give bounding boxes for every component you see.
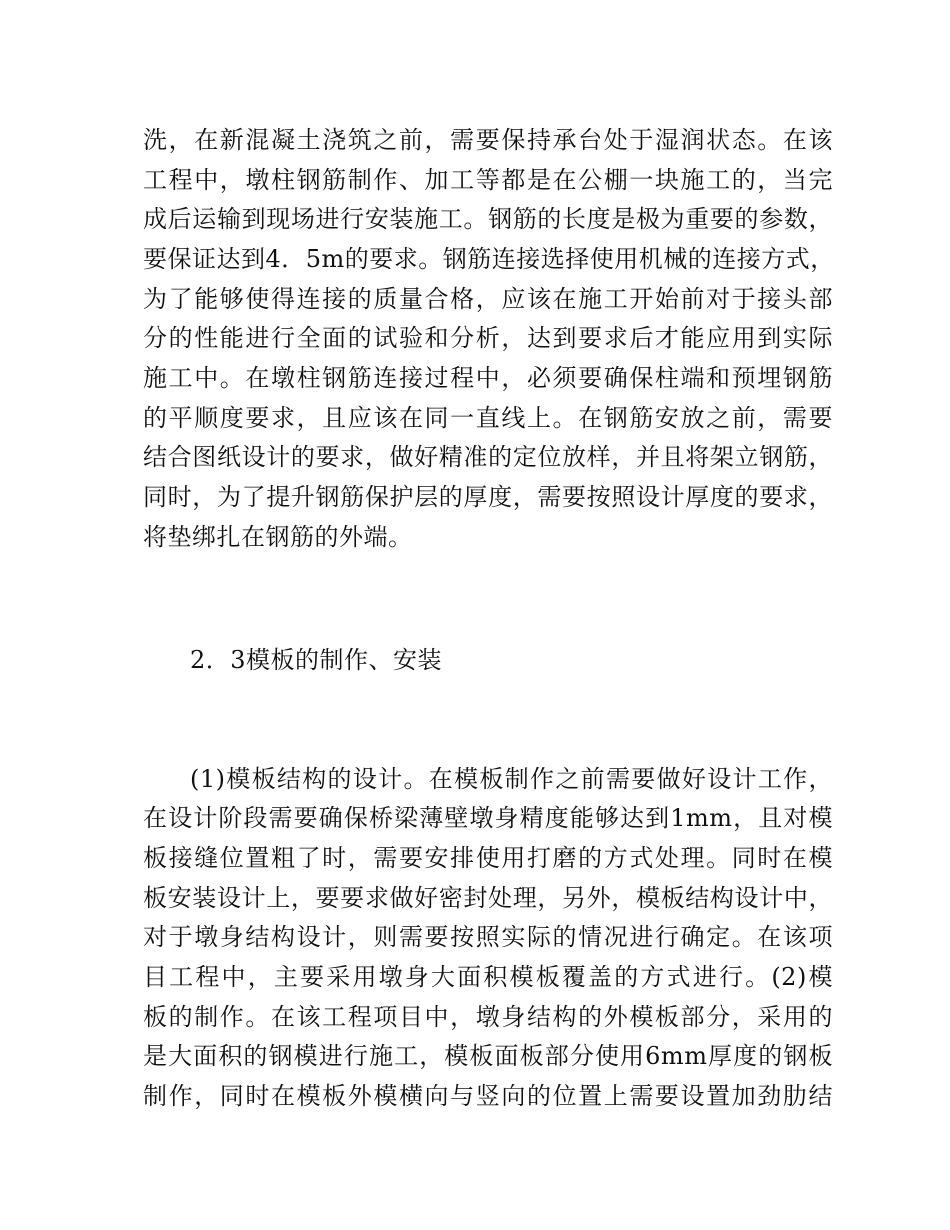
text-line: 成后运输到现场进行安装施工。钢筋的长度是极为重要的参数， [143,205,833,233]
section-heading: 2．3模板的制作、安装 [190,646,443,674]
text-line: 结合图纸设计的要求，做好精准的定位放样，并且将架立钢筋， [143,443,833,471]
text-line: 分的性能进行全面的试验和分析，达到要求后才能应用到实际 [143,324,833,352]
text-line: 洗，在新混凝土浇筑之前，需要保持承台处于湿润状态。在该 [143,126,833,154]
text-line: 同时，为了提升钢筋保护层的厚度，需要按照设计厚度的要求， [143,483,833,511]
text-line: 在设计阶段需要确保桥梁薄壁墩身精度能够达到1mm，且对模 [143,804,833,832]
text-line: 将垫绑扎在钢筋的外端。 [143,523,413,551]
text-line: 要保证达到4．5m的要求。钢筋连接选择使用机械的连接方式， [143,245,835,273]
text-line: 目工程中，主要采用墩身大面积模板覆盖的方式进行。(2)模 [143,963,833,991]
text-line: 板的制作。在该工程项目中，墩身结构的外模板部分，采用的 [143,1003,833,1031]
text-line: 施工中。在墩柱钢筋连接过程中，必须要确保柱端和预埋钢筋 [143,364,833,392]
text-line: 制作，同时在模板外模横向与竖向的位置上需要设置加劲肋结 [143,1082,833,1110]
text-line: 板安装设计上，要要求做好密封处理，另外，模板结构设计中， [143,884,833,912]
text-line: 对于墩身结构设计，则需要按照实际的情况进行确定。在该项 [143,923,833,951]
text-line: 工程中，墩柱钢筋制作、加工等都是在公棚一块施工的，当完 [143,166,833,194]
text-line: 是大面积的钢模进行施工，模板面板部分使用6mm厚度的钢板 [143,1042,833,1070]
text-line: 为了能够使得连接的质量合格，应该在施工开始前对于接头部 [143,285,833,313]
text-line: 的平顺度要求，且应该在同一直线上。在钢筋安放之前，需要 [143,404,833,432]
text-line: 板接缝位置粗了时，需要安排使用打磨的方式处理。同时在模 [143,844,833,872]
text-line: (1)模板结构的设计。在模板制作之前需要做好设计工作， [190,765,833,793]
